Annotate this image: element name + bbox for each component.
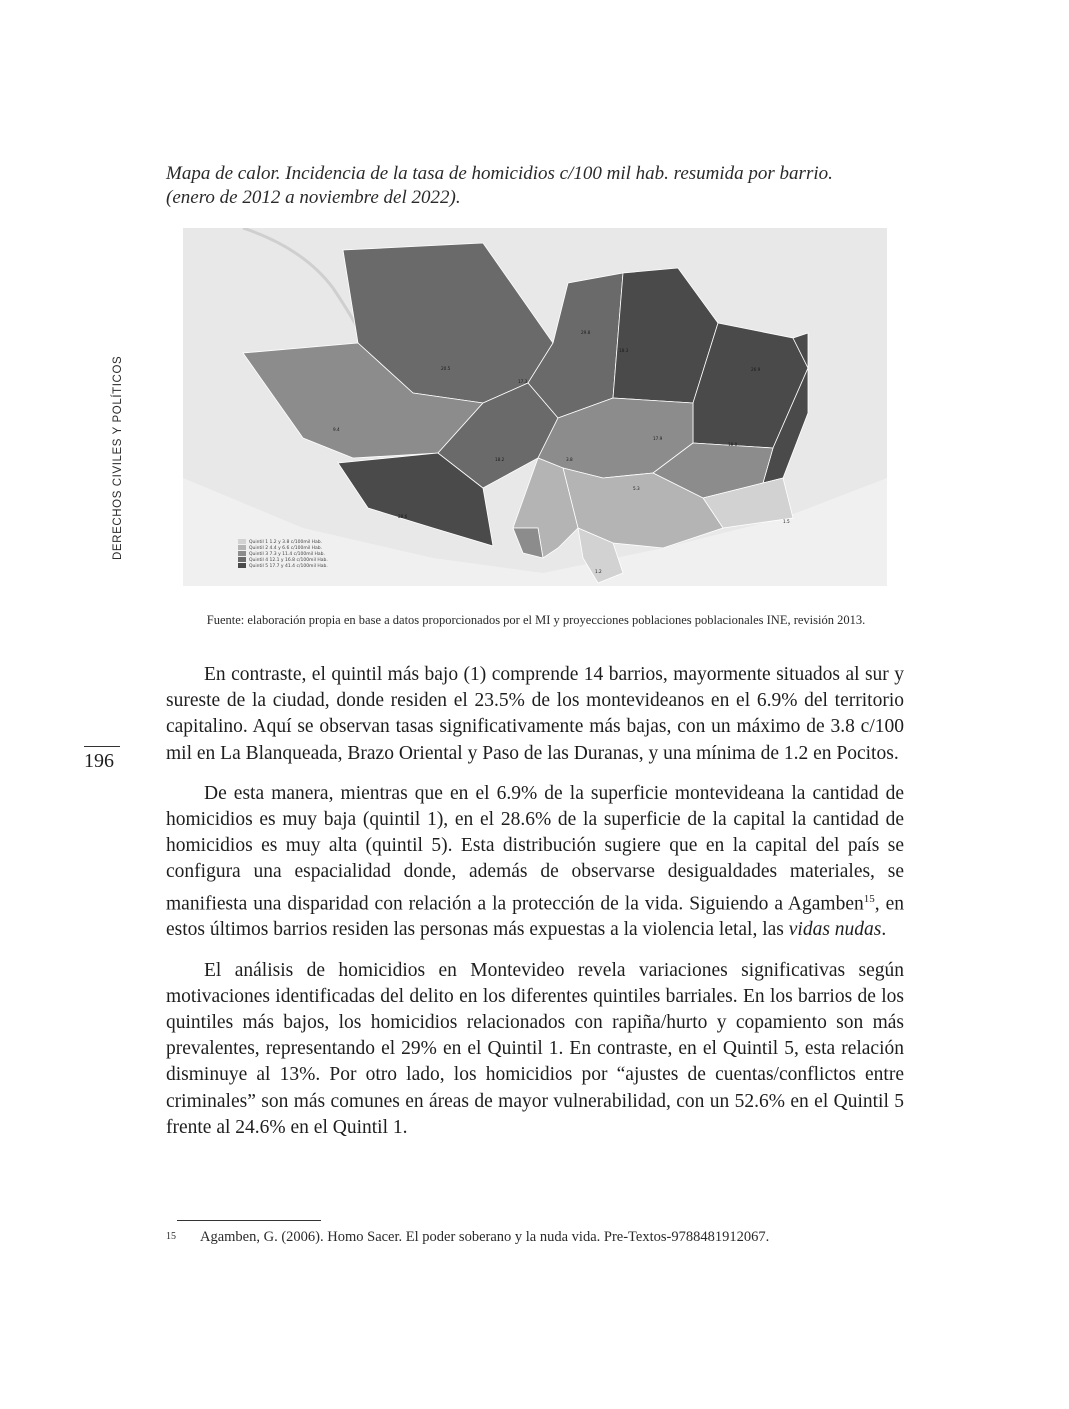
paragraph: En contraste, el quintil más bajo (1) comprende 14 barrios, mayormente situados al sur y sureste de la ciudad, donde residen el 23.5% de los montevideanos en el 6.9% del territorio capitalino. Aquí se observan tasas significativamente más bajas, con un máximo de 3.8 c/100 mil en La Blanqueada, Brazo Oriental y Paso de las Duranas, y una mínima de 1.2 en Pocitos.	[166, 664, 904, 764]
map-value: 26.9	[751, 367, 761, 372]
legend-swatch	[238, 557, 246, 562]
figure-caption	[166, 162, 906, 210]
footnote-rule	[177, 1220, 321, 1221]
legend-label: Quintil 5 17.7 y 41.4 c/100mil Hab.	[249, 564, 328, 569]
legend-swatch	[238, 551, 246, 556]
heat-map-svg	[183, 228, 887, 586]
running-section-label: DERECHOS CIVILES Y POLÍTICOS	[112, 355, 124, 560]
heat-map	[183, 228, 887, 586]
legend-label: Quintil 3 7.3 y 11.4 c/100mil Hab.	[249, 552, 325, 557]
emphasis-text: vidas nudas	[788, 919, 882, 941]
map-value: 9.4	[333, 427, 340, 432]
paragraph-text: , en estos últimos barrios residen las personas más expuestas a la violencia letal, las	[166, 893, 904, 941]
map-legend	[238, 539, 328, 569]
map-value: 17.3	[518, 379, 528, 384]
map-value: 5.3	[633, 486, 640, 491]
paragraph-text: .	[881, 919, 887, 941]
map-value: 18.2	[495, 457, 505, 462]
figure-source: Fuente: elaboración propia en base a datos proporcionados por el MI y proyecciones poblaciones poblacionales INE, revisión 2013.	[206, 613, 866, 627]
legend-swatch	[238, 545, 246, 550]
paragraph	[166, 781, 904, 944]
paragraph-text: De esta manera, mientras que en el 6.9% de la superficie montevideana la cantidad de homicidios es muy baja (quintil 1), en el 28.6% de la superficie de la capital la cantidad de homicidios es muy alta (quintil 5). Esta distribución sugiere que en la capital del país se configura una espacialidad donde, además de observarse desigualdades materiales, se manifiesta una disparidad con relación a la protección de la vida. Siguiendo a Agamben	[166, 782, 904, 915]
legend-label: Quintil 4 12.1 y 16.8 c/100mil Hab.	[249, 558, 328, 563]
footnote-number: 15	[166, 1231, 176, 1242]
footnote-text: Agamben, G. (2006). Homo Sacer. El poder soberano y la nuda vida. Pre-Textos-9788481912067.	[200, 1229, 770, 1245]
map-value: 29.8	[581, 330, 591, 335]
map-value: 28.6	[398, 514, 408, 519]
caption-line-2: (enero de 2012 a noviembre del 2022).	[166, 187, 461, 208]
footnote	[166, 1228, 906, 1246]
map-value: 3.8	[566, 457, 573, 462]
caption-line-1: Mapa de calor. Incidencia de la tasa de homicidios c/100 mil hab. resumida por barrio.	[166, 163, 833, 184]
legend-label: Quintil 2 4.4 y 6.6 c/100mil Hab.	[249, 546, 323, 551]
map-value: 18.3	[619, 348, 629, 353]
footnote-ref[interactable]: 15	[863, 892, 875, 905]
map-value: 20.5	[441, 366, 451, 371]
map-value: 18.0	[728, 442, 738, 447]
legend-label: Quintil 1 1.2 y 3.8 c/100mil Hab.	[249, 540, 323, 545]
map-value: 17.9	[653, 436, 663, 441]
map-value: 1.2	[595, 569, 602, 574]
paragraph: El análisis de homicidios en Montevideo revela variaciones significativas según motivaciones identificadas del delito en los diferentes quintiles barriales. En los barrios de los quintiles más bajos, los homicidios relacionados con rapiña/hurto y copamiento son más prevalentes, representando el 29% en el Quintil 1. En contraste, en el Quintil 5, esta relación disminuye al 13%. Por otro lado, los homicidios por “ajustes de cuentas/conflictos entre criminales” son más comunes en áreas de mayor vulnerabilidad, con un 52.6% en el Quintil 5 frente al 24.6% en el Quintil 1.	[166, 959, 904, 1138]
page-number: 196	[84, 750, 114, 772]
body-text	[166, 662, 904, 1155]
legend-swatch	[238, 539, 246, 544]
map-value: 1.5	[783, 519, 790, 524]
legend-swatch	[238, 563, 246, 568]
page-number-rule	[84, 746, 120, 747]
